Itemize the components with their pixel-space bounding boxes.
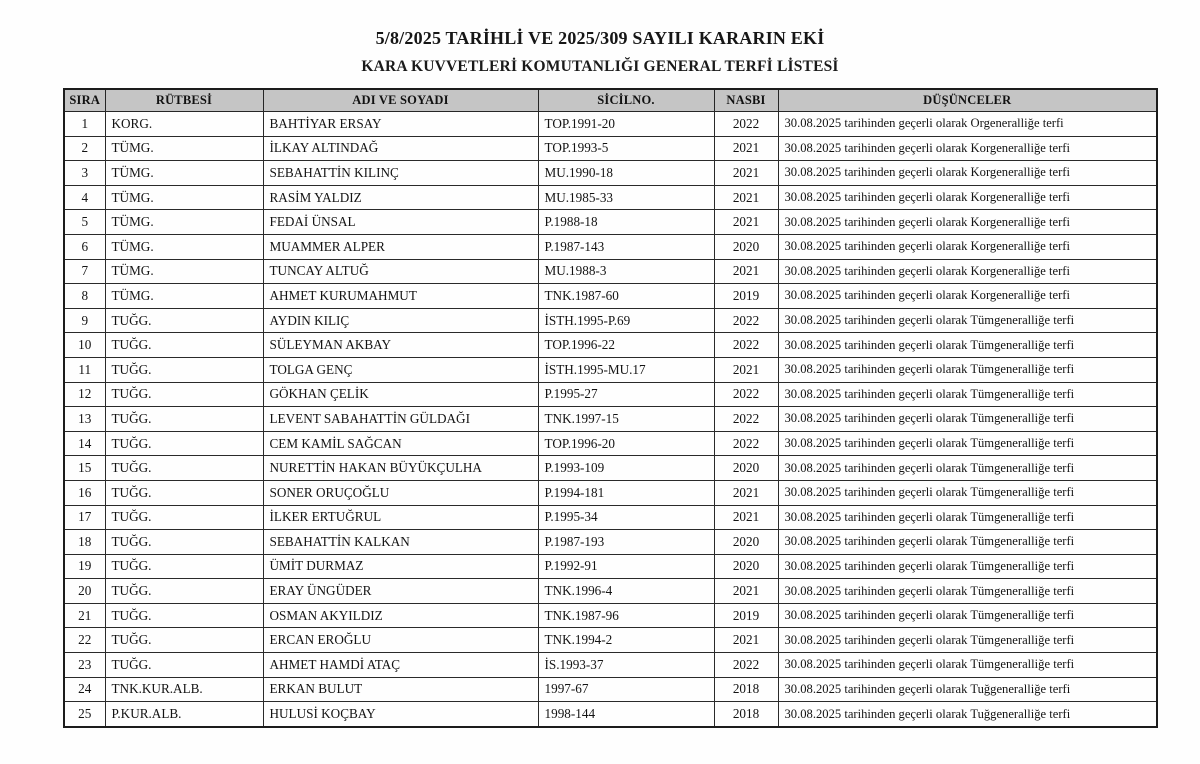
cell-sira: 15 bbox=[64, 456, 105, 481]
cell-nasbi: 2020 bbox=[714, 456, 778, 481]
cell-rutbesi: TUĞG. bbox=[105, 653, 263, 678]
column-header-nasbi: NASBI bbox=[714, 89, 778, 112]
cell-rutbesi: TÜMG. bbox=[105, 284, 263, 309]
table-row bbox=[64, 185, 1157, 210]
cell-adi-ve-soyadi: LEVENT SABAHATTİN GÜLDAĞI bbox=[263, 407, 538, 432]
cell-sicil-no: P.1987-193 bbox=[538, 530, 714, 555]
cell-adi-ve-soyadi: İLKAY ALTINDAĞ bbox=[263, 136, 538, 161]
cell-adi-ve-soyadi: FEDAİ ÜNSAL bbox=[263, 210, 538, 235]
cell-sira: 19 bbox=[64, 554, 105, 579]
cell-nasbi: 2020 bbox=[714, 234, 778, 259]
cell-rutbesi: TUĞG. bbox=[105, 357, 263, 382]
promotion-table bbox=[63, 88, 1158, 728]
cell-dusunceler: 30.08.2025 tarihinden geçerli olarak Tümgeneralliğe terfi bbox=[778, 357, 1157, 382]
cell-dusunceler: 30.08.2025 tarihinden geçerli olarak Tümgeneralliğe terfi bbox=[778, 456, 1157, 481]
cell-dusunceler: 30.08.2025 tarihinden geçerli olarak Tümgeneralliğe terfi bbox=[778, 431, 1157, 456]
cell-sira: 9 bbox=[64, 308, 105, 333]
table-row bbox=[64, 456, 1157, 481]
cell-sira: 24 bbox=[64, 677, 105, 702]
cell-sira: 17 bbox=[64, 505, 105, 530]
cell-sira: 3 bbox=[64, 161, 105, 186]
cell-adi-ve-soyadi: İLKER ERTUĞRUL bbox=[263, 505, 538, 530]
cell-rutbesi: TUĞG. bbox=[105, 603, 263, 628]
cell-dusunceler: 30.08.2025 tarihinden geçerli olarak Tümgeneralliğe terfi bbox=[778, 382, 1157, 407]
cell-rutbesi: P.KUR.ALB. bbox=[105, 702, 263, 727]
cell-rutbesi: TUĞG. bbox=[105, 431, 263, 456]
cell-dusunceler: 30.08.2025 tarihinden geçerli olarak Tümgeneralliğe terfi bbox=[778, 653, 1157, 678]
cell-sira: 1 bbox=[64, 112, 105, 137]
table-row bbox=[64, 505, 1157, 530]
cell-rutbesi: TUĞG. bbox=[105, 530, 263, 555]
cell-sicil-no: TOP.1996-22 bbox=[538, 333, 714, 358]
cell-sicil-no: MU.1988-3 bbox=[538, 259, 714, 284]
cell-sira: 21 bbox=[64, 603, 105, 628]
cell-sira: 25 bbox=[64, 702, 105, 727]
cell-sira: 5 bbox=[64, 210, 105, 235]
document-title: 5/8/2025 TARİHLİ VE 2025/309 SAYILI KARARIN EKİ bbox=[375, 28, 825, 48]
cell-nasbi: 2021 bbox=[714, 259, 778, 284]
cell-sicil-no: P.1992-91 bbox=[538, 554, 714, 579]
cell-rutbesi: KORG. bbox=[105, 112, 263, 137]
cell-dusunceler: 30.08.2025 tarihinden geçerli olarak Tümgeneralliğe terfi bbox=[778, 579, 1157, 604]
table-row bbox=[64, 653, 1157, 678]
cell-sira: 7 bbox=[64, 259, 105, 284]
cell-sicil-no: TNK.1987-60 bbox=[538, 284, 714, 309]
cell-sira: 10 bbox=[64, 333, 105, 358]
cell-sira: 23 bbox=[64, 653, 105, 678]
cell-nasbi: 2021 bbox=[714, 480, 778, 505]
cell-nasbi: 2022 bbox=[714, 382, 778, 407]
cell-nasbi: 2020 bbox=[714, 554, 778, 579]
column-header-sicilno: SİCİLNO. bbox=[538, 89, 714, 112]
cell-nasbi: 2022 bbox=[714, 407, 778, 432]
column-header-sira: SIRA bbox=[64, 89, 105, 112]
cell-sira: 2 bbox=[64, 136, 105, 161]
cell-sira: 18 bbox=[64, 530, 105, 555]
cell-sicil-no: TNK.1987-96 bbox=[538, 603, 714, 628]
table-row bbox=[64, 382, 1157, 407]
cell-sicil-no: TNK.1996-4 bbox=[538, 579, 714, 604]
cell-nasbi: 2020 bbox=[714, 530, 778, 555]
cell-sicil-no: P.1993-109 bbox=[538, 456, 714, 481]
cell-rutbesi: TUĞG. bbox=[105, 407, 263, 432]
cell-adi-ve-soyadi: TUNCAY ALTUĞ bbox=[263, 259, 538, 284]
cell-sicil-no: İSTH.1995-P.69 bbox=[538, 308, 714, 333]
cell-rutbesi: TUĞG. bbox=[105, 333, 263, 358]
cell-adi-ve-soyadi: CEM KAMİL SAĞCAN bbox=[263, 431, 538, 456]
cell-nasbi: 2021 bbox=[714, 505, 778, 530]
cell-nasbi: 2022 bbox=[714, 653, 778, 678]
table-row bbox=[64, 677, 1157, 702]
cell-sicil-no: TOP.1993-5 bbox=[538, 136, 714, 161]
table-row bbox=[64, 259, 1157, 284]
cell-sira: 13 bbox=[64, 407, 105, 432]
cell-dusunceler: 30.08.2025 tarihinden geçerli olarak Tümgeneralliğe terfi bbox=[778, 333, 1157, 358]
cell-adi-ve-soyadi: ERCAN EROĞLU bbox=[263, 628, 538, 653]
cell-sira: 6 bbox=[64, 234, 105, 259]
cell-adi-ve-soyadi: SÜLEYMAN AKBAY bbox=[263, 333, 538, 358]
cell-adi-ve-soyadi: OSMAN AKYILDIZ bbox=[263, 603, 538, 628]
cell-sicil-no: MU.1990-18 bbox=[538, 161, 714, 186]
cell-sira: 4 bbox=[64, 185, 105, 210]
cell-rutbesi: TUĞG. bbox=[105, 382, 263, 407]
cell-nasbi: 2022 bbox=[714, 308, 778, 333]
cell-adi-ve-soyadi: AHMET KURUMAHMUT bbox=[263, 284, 538, 309]
cell-sicil-no: 1998-144 bbox=[538, 702, 714, 727]
cell-dusunceler: 30.08.2025 tarihinden geçerli olarak Tümgeneralliğe terfi bbox=[778, 603, 1157, 628]
cell-adi-ve-soyadi: HULUSİ KOÇBAY bbox=[263, 702, 538, 727]
table-row bbox=[64, 702, 1157, 727]
table-row bbox=[64, 210, 1157, 235]
cell-nasbi: 2022 bbox=[714, 431, 778, 456]
document-subtitle: KARA KUVVETLERİ KOMUTANLIĞI GENERAL TERFİ LİSTESİ bbox=[361, 58, 839, 75]
table-row bbox=[64, 579, 1157, 604]
cell-sira: 14 bbox=[64, 431, 105, 456]
cell-rutbesi: TUĞG. bbox=[105, 480, 263, 505]
table-row bbox=[64, 357, 1157, 382]
cell-sicil-no: İSTH.1995-MU.17 bbox=[538, 357, 714, 382]
cell-adi-ve-soyadi: RASİM YALDIZ bbox=[263, 185, 538, 210]
cell-dusunceler: 30.08.2025 tarihinden geçerli olarak Tümgeneralliğe terfi bbox=[778, 554, 1157, 579]
table-row bbox=[64, 112, 1157, 137]
table-row bbox=[64, 284, 1157, 309]
cell-rutbesi: TNK.KUR.ALB. bbox=[105, 677, 263, 702]
cell-adi-ve-soyadi: ERAY ÜNGÜDER bbox=[263, 579, 538, 604]
cell-dusunceler: 30.08.2025 tarihinden geçerli olarak Tuğgeneralliğe terfi bbox=[778, 702, 1157, 727]
cell-adi-ve-soyadi: SEBAHATTİN KALKAN bbox=[263, 530, 538, 555]
cell-sicil-no: 1997-67 bbox=[538, 677, 714, 702]
cell-rutbesi: TÜMG. bbox=[105, 185, 263, 210]
cell-sicil-no: P.1994-181 bbox=[538, 480, 714, 505]
cell-nasbi: 2021 bbox=[714, 579, 778, 604]
cell-sira: 22 bbox=[64, 628, 105, 653]
cell-sicil-no: TOP.1991-20 bbox=[538, 112, 714, 137]
cell-sicil-no: P.1995-27 bbox=[538, 382, 714, 407]
cell-dusunceler: 30.08.2025 tarihinden geçerli olarak Korgeneralliğe terfi bbox=[778, 161, 1157, 186]
cell-dusunceler: 30.08.2025 tarihinden geçerli olarak Korgeneralliğe terfi bbox=[778, 259, 1157, 284]
table-row bbox=[64, 480, 1157, 505]
cell-sira: 16 bbox=[64, 480, 105, 505]
cell-adi-ve-soyadi: GÖKHAN ÇELİK bbox=[263, 382, 538, 407]
cell-adi-ve-soyadi: NURETTİN HAKAN BÜYÜKÇULHA bbox=[263, 456, 538, 481]
column-header-dusunceler: DÜŞÜNCELER bbox=[778, 89, 1157, 112]
cell-sira: 11 bbox=[64, 357, 105, 382]
cell-sicil-no: MU.1985-33 bbox=[538, 185, 714, 210]
cell-dusunceler: 30.08.2025 tarihinden geçerli olarak Korgeneralliğe terfi bbox=[778, 210, 1157, 235]
cell-sicil-no: TOP.1996-20 bbox=[538, 431, 714, 456]
cell-sira: 12 bbox=[64, 382, 105, 407]
cell-nasbi: 2022 bbox=[714, 112, 778, 137]
cell-dusunceler: 30.08.2025 tarihinden geçerli olarak Tümgeneralliğe terfi bbox=[778, 505, 1157, 530]
table-row bbox=[64, 628, 1157, 653]
cell-nasbi: 2022 bbox=[714, 333, 778, 358]
column-header-adi: ADI VE SOYADI bbox=[263, 89, 538, 112]
cell-rutbesi: TUĞG. bbox=[105, 554, 263, 579]
cell-adi-ve-soyadi: BAHTİYAR ERSAY bbox=[263, 112, 538, 137]
cell-nasbi: 2021 bbox=[714, 628, 778, 653]
cell-rutbesi: TUĞG. bbox=[105, 456, 263, 481]
cell-adi-ve-soyadi: ÜMİT DURMAZ bbox=[263, 554, 538, 579]
cell-nasbi: 2019 bbox=[714, 603, 778, 628]
cell-sicil-no: TNK.1994-2 bbox=[538, 628, 714, 653]
cell-nasbi: 2021 bbox=[714, 185, 778, 210]
cell-sicil-no: P.1995-34 bbox=[538, 505, 714, 530]
cell-rutbesi: TÜMG. bbox=[105, 210, 263, 235]
table-row bbox=[64, 161, 1157, 186]
cell-adi-ve-soyadi: SEBAHATTİN KILINÇ bbox=[263, 161, 538, 186]
cell-dusunceler: 30.08.2025 tarihinden geçerli olarak Tümgeneralliğe terfi bbox=[778, 530, 1157, 555]
cell-nasbi: 2021 bbox=[714, 161, 778, 186]
cell-dusunceler: 30.08.2025 tarihinden geçerli olarak Korgeneralliğe terfi bbox=[778, 284, 1157, 309]
table-body bbox=[64, 112, 1157, 727]
cell-sira: 20 bbox=[64, 579, 105, 604]
cell-nasbi: 2021 bbox=[714, 210, 778, 235]
table-header-row bbox=[64, 89, 1157, 112]
cell-rutbesi: TÜMG. bbox=[105, 136, 263, 161]
cell-dusunceler: 30.08.2025 tarihinden geçerli olarak Tuğgeneralliğe terfi bbox=[778, 677, 1157, 702]
cell-sira: 8 bbox=[64, 284, 105, 309]
cell-rutbesi: TÜMG. bbox=[105, 161, 263, 186]
cell-sicil-no: İS.1993-37 bbox=[538, 653, 714, 678]
cell-adi-ve-soyadi: AYDIN KILIÇ bbox=[263, 308, 538, 333]
cell-dusunceler: 30.08.2025 tarihinden geçerli olarak Korgeneralliğe terfi bbox=[778, 234, 1157, 259]
table-row bbox=[64, 308, 1157, 333]
cell-sicil-no: P.1988-18 bbox=[538, 210, 714, 235]
cell-adi-ve-soyadi: ERKAN BULUT bbox=[263, 677, 538, 702]
cell-sicil-no: P.1987-143 bbox=[538, 234, 714, 259]
cell-dusunceler: 30.08.2025 tarihinden geçerli olarak Orgeneralliğe terfi bbox=[778, 112, 1157, 137]
cell-dusunceler: 30.08.2025 tarihinden geçerli olarak Tümgeneralliğe terfi bbox=[778, 480, 1157, 505]
cell-rutbesi: TÜMG. bbox=[105, 234, 263, 259]
cell-nasbi: 2021 bbox=[714, 357, 778, 382]
cell-nasbi: 2019 bbox=[714, 284, 778, 309]
cell-rutbesi: TUĞG. bbox=[105, 579, 263, 604]
cell-rutbesi: TUĞG. bbox=[105, 505, 263, 530]
cell-adi-ve-soyadi: TOLGA GENÇ bbox=[263, 357, 538, 382]
cell-adi-ve-soyadi: MUAMMER ALPER bbox=[263, 234, 538, 259]
cell-nasbi: 2021 bbox=[714, 136, 778, 161]
cell-rutbesi: TUĞG. bbox=[105, 628, 263, 653]
table-row bbox=[64, 333, 1157, 358]
column-header-rutbesi: RÜTBESİ bbox=[105, 89, 263, 112]
cell-dusunceler: 30.08.2025 tarihinden geçerli olarak Tümgeneralliğe terfi bbox=[778, 308, 1157, 333]
cell-adi-ve-soyadi: AHMET HAMDİ ATAÇ bbox=[263, 653, 538, 678]
cell-adi-ve-soyadi: SONER ORUÇOĞLU bbox=[263, 480, 538, 505]
table-row bbox=[64, 603, 1157, 628]
cell-dusunceler: 30.08.2025 tarihinden geçerli olarak Tümgeneralliğe terfi bbox=[778, 628, 1157, 653]
cell-nasbi: 2018 bbox=[714, 702, 778, 727]
table-row bbox=[64, 554, 1157, 579]
cell-dusunceler: 30.08.2025 tarihinden geçerli olarak Tümgeneralliğe terfi bbox=[778, 407, 1157, 432]
cell-rutbesi: TÜMG. bbox=[105, 259, 263, 284]
table-row bbox=[64, 431, 1157, 456]
cell-sicil-no: TNK.1997-15 bbox=[538, 407, 714, 432]
table-row bbox=[64, 136, 1157, 161]
table-row bbox=[64, 234, 1157, 259]
cell-dusunceler: 30.08.2025 tarihinden geçerli olarak Korgeneralliğe terfi bbox=[778, 185, 1157, 210]
cell-nasbi: 2018 bbox=[714, 677, 778, 702]
table-row bbox=[64, 530, 1157, 555]
cell-rutbesi: TUĞG. bbox=[105, 308, 263, 333]
cell-dusunceler: 30.08.2025 tarihinden geçerli olarak Korgeneralliğe terfi bbox=[778, 136, 1157, 161]
table-row bbox=[64, 407, 1157, 432]
